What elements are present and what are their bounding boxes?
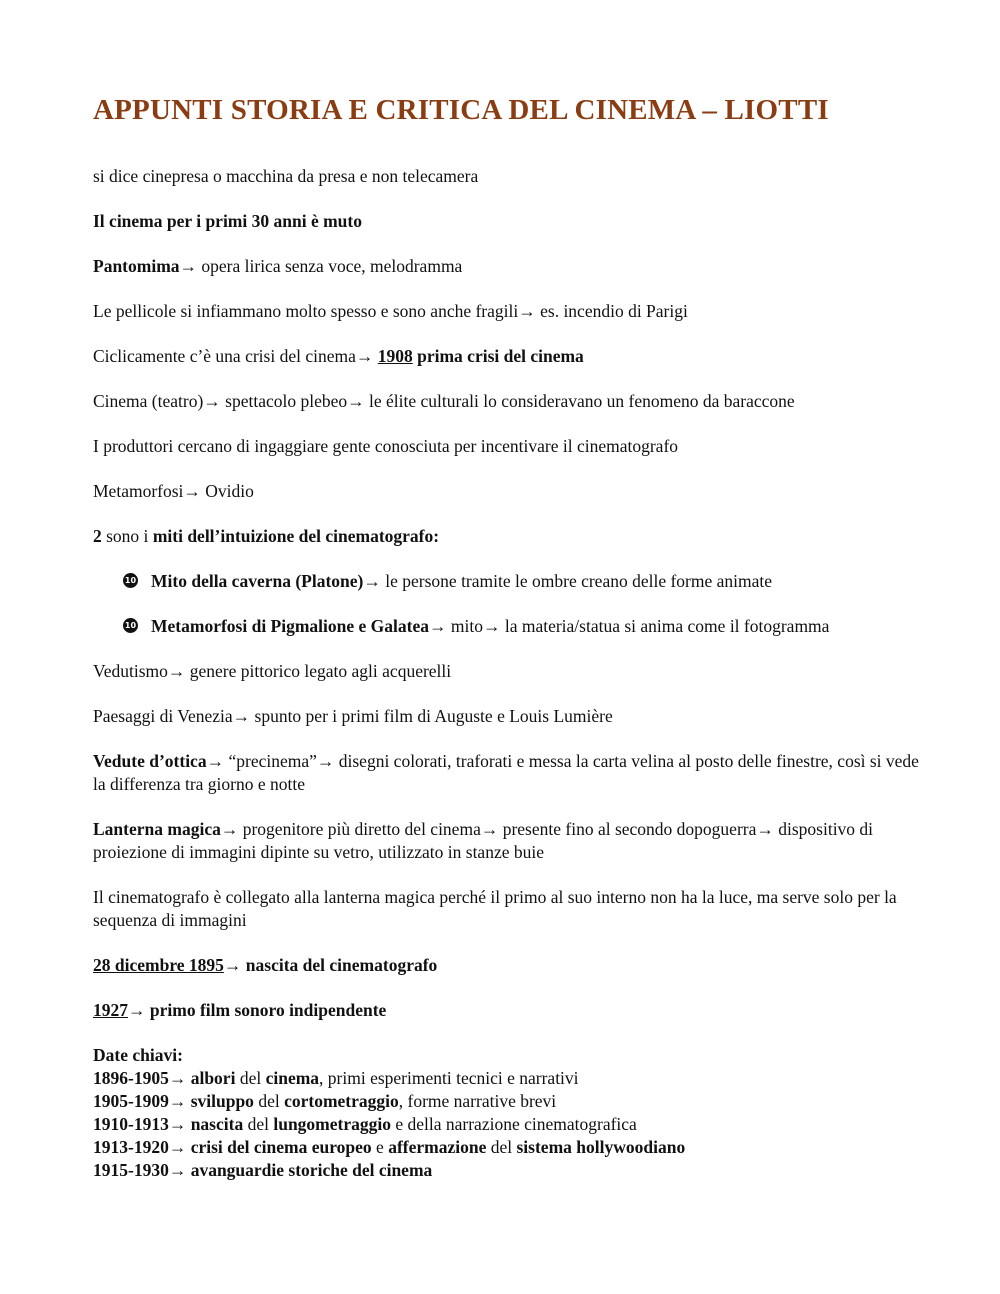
paragraph-cinematografo-lanterna: Il cinematografo è collegato alla lanterna magica perché il primo al suo interno non ha la luce, ma serve solo per la sequenza di immagini xyxy=(93,887,897,930)
date-term: avanguardie storiche del cinema xyxy=(190,1160,433,1180)
miti-heading: miti dell’intuizione del cinematografo: xyxy=(152,526,440,546)
paragraph-film-sonoro xyxy=(93,999,923,1022)
paragraph-pellicole: Le pellicole si infiammano molto spesso e sono anche fragili→ es. incendio di Parigi xyxy=(93,301,688,321)
date-range: 1910-1913→ xyxy=(93,1114,191,1134)
date-term: nascita xyxy=(190,1114,244,1134)
list-item xyxy=(93,570,923,593)
date-range: 1913-1920→ xyxy=(93,1137,191,1157)
date-term: cortometraggio xyxy=(284,1091,399,1111)
paragraph-lanterna-magica xyxy=(93,818,923,864)
list-item xyxy=(93,615,923,638)
paragraph-vedute-ottica xyxy=(93,750,923,796)
key-dates-section xyxy=(93,1044,923,1182)
list-item-text: → mito→ la materia/statua si anima come il fotogramma xyxy=(429,616,830,636)
date-text: e xyxy=(371,1137,389,1157)
key-date-line xyxy=(93,1136,923,1159)
paragraph-produttori: I produttori cercano di ingaggiare gente conosciuta per incentivare il cinematografo xyxy=(93,436,679,456)
paragraph-venezia: Paesaggi di Venezia→ spunto per i primi film di Auguste e Louis Lumière xyxy=(93,706,613,726)
date-text: del xyxy=(243,1114,274,1134)
date-term: lungometraggio xyxy=(273,1114,391,1134)
paragraph-text-bold: prima crisi del cinema xyxy=(412,346,584,366)
date-text: del xyxy=(253,1091,285,1111)
list-item-title: Metamorfosi di Pigmalione e Galatea xyxy=(151,616,429,636)
key-dates-heading: Date chiavi: xyxy=(93,1045,183,1065)
date-1927: 1927 xyxy=(93,1000,128,1020)
date-1895: 28 dicembre 1895 xyxy=(93,955,224,975)
paragraph-cinepresa: si dice cinepresa o macchina da presa e non telecamera xyxy=(93,166,479,186)
date-range: 1915-1930→ xyxy=(93,1160,191,1180)
miti-count: 2 xyxy=(93,526,102,546)
paragraph-pantomima xyxy=(93,255,923,278)
paragraph-metamorfosi: Metamorfosi→ Ovidio xyxy=(93,481,254,501)
date-range: 1905-1909→ xyxy=(93,1091,191,1111)
list-item-text: → le persone tramite le ombre creano delle forme animate xyxy=(363,571,773,591)
paragraph-miti xyxy=(93,525,923,548)
document-page xyxy=(93,92,923,1182)
document-title: APPUNTI STORIA E CRITICA DEL CINEMA – LIOTTI xyxy=(93,94,829,126)
list-item-title: Mito della caverna (Platone) xyxy=(151,571,364,591)
term-pantomima: Pantomima→ xyxy=(93,256,198,276)
key-date-line xyxy=(93,1159,923,1182)
date-term: sistema hollywoodiano xyxy=(516,1137,686,1157)
key-date-line xyxy=(93,1113,923,1136)
date-term: albori xyxy=(190,1068,236,1088)
date-term: sviluppo xyxy=(190,1091,254,1111)
term-vedute-ottica: Vedute d’ottica xyxy=(93,751,207,771)
paragraph-text: Ciclicamente c’è una crisi del cinema→ xyxy=(93,346,378,366)
year-1908: 1908 xyxy=(377,346,413,366)
paragraph-text-bold: → primo film sonoro indipendente xyxy=(128,1000,387,1020)
paragraph-text: → “precinema”→ disegni colorati, traforati e messa la carta velina al posto delle finestre, così si vede la differenza tra giorno e notte xyxy=(93,751,919,794)
date-text: , primi esperimenti tecnici e narrativi xyxy=(319,1068,579,1088)
paragraph-teatro: Cinema (teatro)→ spettacolo plebeo→ le élite culturali lo consideravano un fenomeno da baraccone xyxy=(93,391,795,411)
date-text: del xyxy=(235,1068,266,1088)
key-date-line xyxy=(93,1090,923,1113)
term-lanterna-magica: Lanterna magica xyxy=(93,819,221,839)
numbered-bullet-icon: 10 xyxy=(123,573,138,588)
paragraph-crisi xyxy=(93,345,923,368)
paragraph-text-bold: → nascita del cinematografo xyxy=(223,955,438,975)
date-text: , forme narrative brevi xyxy=(398,1091,557,1111)
date-term: crisi del cinema europeo xyxy=(190,1137,372,1157)
paragraph-vedutismo: Vedutismo→ genere pittorico legato agli acquerelli xyxy=(93,661,452,681)
paragraph-text: sono i xyxy=(101,526,153,546)
numbered-bullet-icon: 10 xyxy=(123,618,138,633)
paragraph-text: opera lirica senza voce, melodramma xyxy=(197,256,463,276)
key-date-line xyxy=(93,1067,923,1090)
date-range: 1896-1905→ xyxy=(93,1068,191,1088)
date-text: del xyxy=(486,1137,517,1157)
date-term: affermazione xyxy=(388,1137,487,1157)
date-text: e della narrazione cinematografica xyxy=(390,1114,637,1134)
date-term: cinema xyxy=(265,1068,320,1088)
paragraph-cinema-muto: Il cinema per i primi 30 anni è muto xyxy=(93,211,362,231)
miti-list xyxy=(93,570,923,638)
paragraph-text: → progenitore più diretto del cinema→ presente fino al secondo dopoguerra→ dispositivo di proiezione di immagini dipinte su vetro, utilizzato in stanze buie xyxy=(93,819,874,862)
paragraph-nascita-cinematografo xyxy=(93,954,923,977)
